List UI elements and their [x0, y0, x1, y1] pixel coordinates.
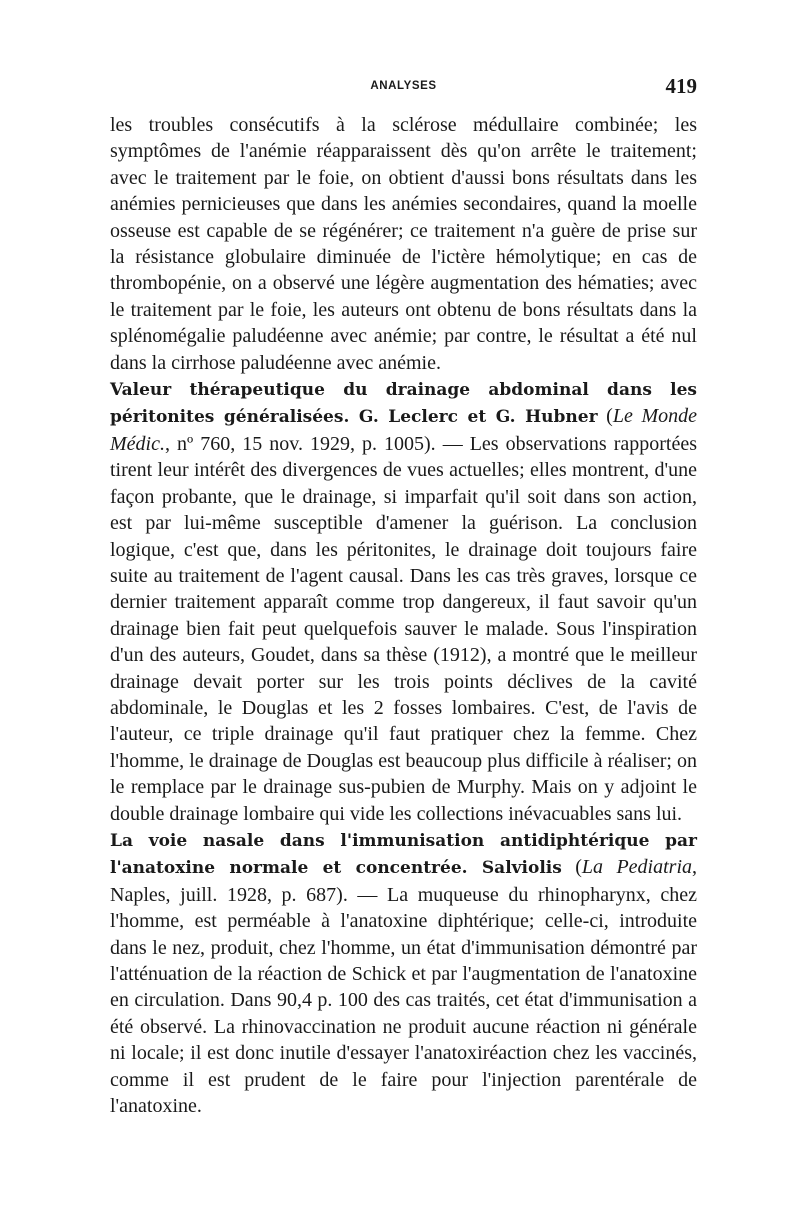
- abstract-immunisation-nasale: [110, 827, 697, 1119]
- source-journal: La Pediatria: [581, 856, 692, 879]
- source-details: , nº 760, 15 nov. 1929, p. 1005).: [164, 432, 436, 455]
- running-title: ANALYSES: [370, 80, 437, 92]
- source-prefix: (: [561, 856, 582, 879]
- abstract-drainage-peritonites: [110, 376, 697, 827]
- running-header: [110, 70, 697, 104]
- page-number: 419: [665, 74, 697, 98]
- abstract-title: Valeur thérapeutique du drainage abdominal dans les péritonites généralisées. G. Leclerc et G. Hubner: [110, 380, 697, 428]
- article-body: [110, 112, 697, 1119]
- document-page: [110, 70, 697, 1119]
- abstract-body: — Les observations rapportées tirent leur intérêt des divergences de vues actuelles; elles montrent, d'une façon probante, que le drainage, si imparfait qu'il soit dans son action, est par lui-même susceptible d'amener la guérison. La conclusion logique, c'est que, dans les péritonites, le drainage doit toujours faire suite au traitement de l'agent causal. Dans les cas très graves, lorsque ce dernier traitement apparaît comme trop dangereux, il faut savoir qu'un drainage bien fait peut quelquefois sauver le malade. Sous l'inspiration d'un des auteurs, Goudet, dans sa thèse (1912), a montré que le meilleur drainage devait porter sur les trois points déclives de la cavité abdominale, le Douglas et les 2 fosses lombaires. C'est, de l'avis de l'auteur, ce triple drainage qu'il faut pratiquer chez la femme. Chez l'homme, le drainage de Douglas est beaucoup plus difficile à réaliser; on le remplace par le drainage sus-pubien de Murphy. Mais on y adjoint le double drainage lombaire qui vide les collections inévacuables sans lui.: [110, 432, 698, 825]
- source-details: , Naples, juill. 1928, p. 687).: [110, 856, 697, 906]
- abstract-body: — La muqueuse du rhinopharynx, chez l'homme, est perméable à l'anatoxine diphtérique; celle-ci, introduite dans le nez, produit, chez l'homme, un état d'immunisation démontré par l'atténuation de la réaction de Schick et par l'augmentation de l'anatoxine en circulation. Dans 90,4 p. 100 des cas traités, cet état d'immunisation a été observé. La rhinovaccination ne produit aucune réaction ni générale ni locale; il est donc inutile d'essayer l'anatoxiréaction chez les vaccinés, comme il est prudent de le faire pour l'injection parentérale de l'anatoxine.: [110, 883, 697, 1118]
- source-prefix: (: [597, 405, 613, 428]
- continued-paragraph: les troubles consécutifs à la sclérose médullaire combinée; les symptômes de l'anémie réapparaissent dès qu'on arrête le traitement; avec le traitement par le foie, on obtient d'aussi bons résultats dans les anémies pernicieuses que dans les anémies secondaires, quand la moelle osseuse est capable de se régénérer; ce traitement n'a guère de prise sur la résistance globulaire diminuée de l'ictère hémolytique; en cas de thrombopénie, on a observé une légère augmentation des hématies; avec le traitement par le foie, les auteurs ont obtenu de bons résultats dans la splénomégalie paludéenne avec anémie; par contre, le résultat a été nul dans la cirrhose paludéenne avec anémie.: [110, 114, 697, 374]
- abstract-title: La voie nasale dans l'immunisation antidiphtérique par l'anatoxine normale et concentrée. Salviolis: [110, 830, 697, 879]
- source-journal: Le Monde Médic.: [110, 405, 697, 455]
